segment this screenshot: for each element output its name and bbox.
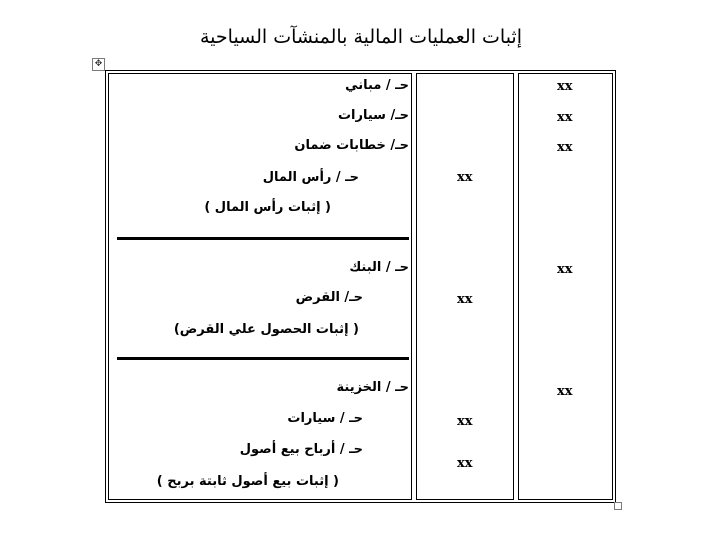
credit-amount: xx <box>457 456 473 471</box>
credit-account-line: حـ/ القرض <box>295 290 363 305</box>
entry-description: ( إثبات بيع أصول ثابتة بربح ) <box>156 474 339 489</box>
debit-column <box>518 73 613 500</box>
table-move-handle-icon[interactable]: ✥ <box>92 58 105 71</box>
credit-column <box>416 73 514 500</box>
debit-amount: xx <box>557 262 573 277</box>
debit-amount: xx <box>557 79 573 94</box>
debit-account-line: حـ/ سيارات <box>337 108 409 123</box>
credit-account-line: حـ / أرباح بيع أصول <box>239 442 363 457</box>
credit-amount: xx <box>457 170 473 185</box>
credit-account-line: حـ / سيارات <box>287 411 363 426</box>
credit-amount: xx <box>457 414 473 429</box>
journal-table <box>105 70 616 503</box>
debit-account-line: حـ / مباني <box>345 78 409 93</box>
description-column <box>108 73 412 500</box>
debit-account-line: حـ / الخزينة <box>336 380 409 395</box>
debit-account-line: حـ / البنك <box>349 260 409 275</box>
table-resize-handle[interactable] <box>614 502 622 510</box>
debit-amount: xx <box>557 140 573 155</box>
debit-account-line: حـ/ خطابات ضمان <box>294 138 409 153</box>
entry-separator <box>117 357 409 360</box>
debit-amount: xx <box>557 110 573 125</box>
credit-account-line: حـ / رأس المال <box>262 170 359 185</box>
debit-amount: xx <box>557 384 573 399</box>
entry-description: ( إثبات رأس المال ) <box>204 200 331 215</box>
entry-separator <box>117 237 409 240</box>
entry-description: ( إثبات الحصول علي القرض) <box>173 322 359 337</box>
credit-amount: xx <box>457 292 473 307</box>
page-title: إثبات العمليات المالية بالمنشآت السياحية <box>199 26 523 48</box>
